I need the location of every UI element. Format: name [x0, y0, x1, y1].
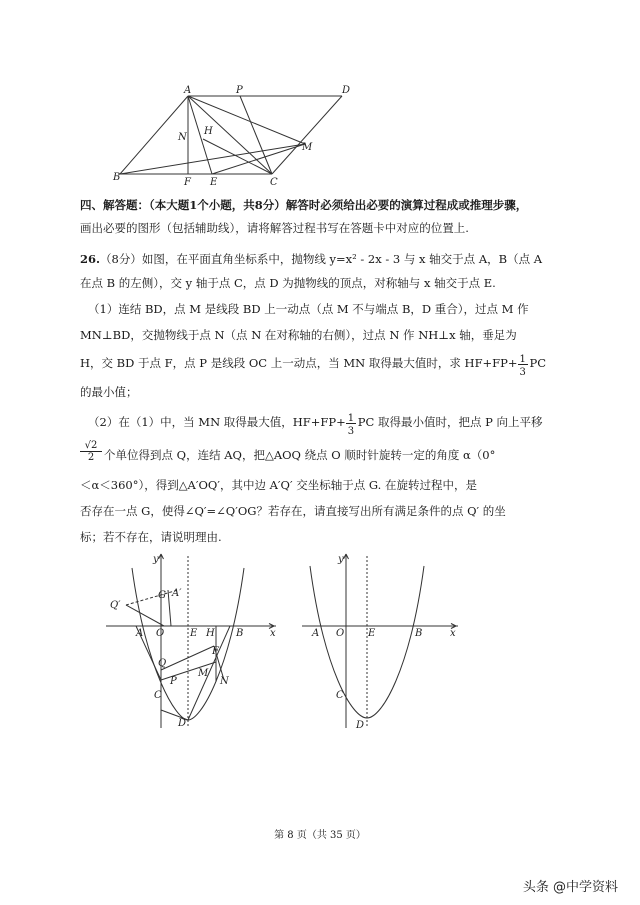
fig1-label-A: A: [136, 628, 144, 639]
part1-line-1: （1）连结 BD，点 M 是线段 BD 上一动点（点 M 不与端点 B，D 重合），过点 M 作: [88, 302, 529, 316]
problem-line-1: [80, 251, 542, 267]
part2-line-1: [88, 413, 543, 437]
label-H: H: [204, 126, 213, 137]
fig1-label-N: N: [220, 676, 229, 687]
parallelogram-figure: [110, 84, 360, 188]
fig2-label-x: x: [450, 628, 456, 639]
part1-line-3b: PC: [529, 356, 547, 370]
fig1-label-C: C: [154, 690, 162, 701]
fig2-label-D: D: [356, 720, 365, 730]
fig2-label-A: A: [312, 628, 320, 639]
fraction-sqrt2-over-2: [80, 440, 102, 463]
fig1-label-E: E: [190, 628, 198, 639]
fig1-label-Q: Q: [158, 658, 167, 669]
fig2-label-O: O: [336, 628, 345, 639]
fig1-label-D: D: [178, 718, 187, 729]
section-heading-2: 画出必要的图形（包括辅助线），请将解答过程书写在答题卡中对应的位置上.: [80, 221, 469, 235]
fig1-label-Ap: A′: [172, 588, 182, 599]
section-heading: 四、解答题：（本大题1个小题，共8分）解答时必须给出必要的演算过程成或推理步骤，: [80, 198, 528, 212]
problem-number: 26.: [80, 252, 101, 266]
fig1-label-O: O: [156, 628, 165, 639]
coordinate-figure-left: [106, 550, 286, 730]
label-B: B: [113, 172, 121, 183]
problem-line-2: 在点 B 的左侧），交 y 轴于点 C，点 D 为抛物线的顶点，对称轴与 x 轴交于点 E.: [80, 276, 496, 290]
part2-line-5: 标；若不存在，请说明理由.: [80, 530, 222, 544]
label-P: P: [236, 85, 243, 96]
fig1-label-y: y: [153, 554, 159, 565]
part1-line-3: [80, 354, 547, 378]
part2-line-3: ＜α＜360°），得到△A′OQ′，其中边 A′Q′ 交坐标轴于点 G. 在旋转过程中，是: [80, 478, 477, 492]
label-N: N: [178, 132, 187, 143]
part2-line-1a: （2）在（1）中，当 MN 取得最大值，HF+FP+: [88, 415, 346, 429]
sqrt-den: 2: [80, 451, 102, 463]
label-F: F: [184, 177, 191, 188]
fig2-label-C: C: [336, 690, 344, 701]
part2-line-1b: PC 取得最小值时，把点 P 向上平移: [357, 415, 543, 429]
watermark: 头条 @中学资料: [522, 880, 618, 895]
page-footer: 第 8 页（共 35 页）: [274, 830, 366, 841]
label-C: C: [270, 177, 278, 188]
label-D: D: [342, 85, 351, 96]
frac-den-2: 3: [347, 426, 355, 437]
frac-num: 1: [519, 354, 526, 365]
fig1-label-M: M: [198, 668, 209, 679]
fig1-label-F: F: [212, 646, 219, 657]
fig2-label-E: E: [368, 628, 376, 639]
fig2-label-y: y: [338, 554, 344, 565]
fig2-label-B: B: [415, 628, 423, 639]
fig1-label-H: H: [206, 628, 215, 639]
label-E: E: [210, 177, 218, 188]
coordinate-figure-right: [300, 550, 465, 730]
frac-num-2: 1: [347, 413, 355, 424]
part1-line-4: 的最小值；: [80, 385, 138, 399]
fig1-label-G: G: [158, 590, 166, 601]
fig1-label-P: P: [170, 676, 177, 687]
part1-line-2: MN⊥BD，交抛物线于点 N（点 N 在对称轴的右侧），过点 N 作 NH⊥x 轴，垂足为: [80, 328, 517, 342]
frac-den: 3: [519, 367, 526, 378]
sqrt-num: √2: [84, 440, 98, 451]
part1-line-3a: H，交 BD 于点 F，点 P 是线段 OC 上一动点，当 MN 取得最大值时，求 HF+FP+: [80, 356, 518, 370]
fig1-label-B: B: [236, 628, 244, 639]
problem-line-1-text: （8分）如图，在平面直角坐标系中，抛物线 y=x² - 2x - 3 与 x 轴交于点 A，B（点 A: [100, 252, 543, 266]
fig1-label-x: x: [270, 628, 276, 639]
part2-line-2: 个单位得到点 Q，连结 AQ，把△AOQ 绕点 O 顺时针旋转一定的角度 α（0°: [104, 448, 496, 462]
fig1-label-Qp: Q′: [110, 600, 121, 611]
label-M: M: [302, 142, 313, 153]
label-A: A: [184, 85, 192, 96]
part2-line-4: 否存在一点 G，使得∠Q′=∠Q′OG？若存在，请直接写出所有满足条件的点 Q′ 的坐: [80, 504, 506, 518]
